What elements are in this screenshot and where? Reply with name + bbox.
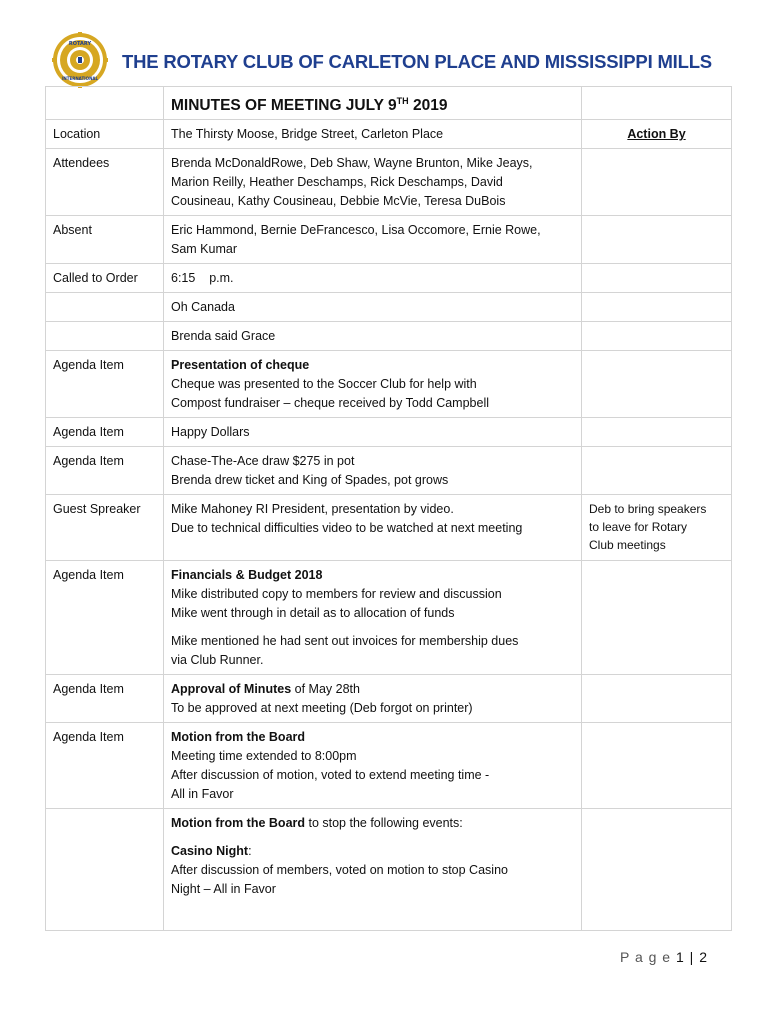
rotary-logo bbox=[52, 32, 108, 88]
happy-dollars-row bbox=[46, 418, 732, 447]
action-by-header: Action By bbox=[582, 120, 732, 149]
motion-stop-value: Motion from the Board to stop the following events: Casino Night: After discussion of members, voted on motion to stop Casino Night – All in Favor bbox=[164, 809, 582, 931]
absent-label: Absent bbox=[46, 216, 164, 264]
chase-value: Chase-The-Ace draw $275 in pot Brenda drew ticket and King of Spades, pot grows bbox=[164, 447, 582, 495]
absent-value: Eric Hammond, Bernie DeFrancesco, Lisa Occomore, Ernie Rowe, Sam Kumar bbox=[164, 216, 582, 264]
minutes-table bbox=[45, 86, 732, 931]
logo-top-text: ROTARY bbox=[68, 41, 92, 47]
heading-row bbox=[46, 87, 732, 120]
motion-row bbox=[46, 723, 732, 809]
oh-canada-row bbox=[46, 293, 732, 322]
oh-canada-value: Oh Canada bbox=[164, 293, 582, 322]
agenda-item-label: Agenda Item bbox=[46, 447, 164, 495]
location-label: Location bbox=[46, 120, 164, 149]
agenda-item-label: Agenda Item bbox=[46, 351, 164, 418]
called-label: Called to Order bbox=[46, 264, 164, 293]
motion-value: Motion from the Board Meeting time extended to 8:00pm After discussion of motion, voted to extend meeting time - All in Favor bbox=[164, 723, 582, 809]
attendees-row bbox=[46, 149, 732, 216]
cheque-value: Presentation of cheque Cheque was presented to the Soccer Club for help with Compost fundraiser – cheque received by Todd Campbell bbox=[164, 351, 582, 418]
financials-value: Financials & Budget 2018 Mike distributed copy to members for review and discussion Mike went through in detail as to allocation of funds Mike mentioned he had sent out invoices for membership dues via Club Runner. bbox=[164, 561, 582, 675]
grace-value: Brenda said Grace bbox=[164, 322, 582, 351]
called-value: 6:15 p.m. bbox=[164, 264, 582, 293]
location-row bbox=[46, 120, 732, 149]
agenda-item-label: Agenda Item bbox=[46, 561, 164, 675]
cheque-row bbox=[46, 351, 732, 418]
meeting-heading: MINUTES OF MEETING JULY 9TH 2019 bbox=[164, 87, 582, 120]
guest-label: Guest Spreaker bbox=[46, 495, 164, 561]
location-value: The Thirsty Moose, Bridge Street, Carleton Place bbox=[164, 120, 582, 149]
approval-row bbox=[46, 675, 732, 723]
org-title: THE ROTARY CLUB OF CARLETON PLACE AND MISSISSIPPI MILLS bbox=[122, 51, 712, 72]
chase-row bbox=[46, 447, 732, 495]
attendees-label: Attendees bbox=[46, 149, 164, 216]
logo-bottom-text: INTERNATIONAL bbox=[61, 76, 99, 81]
agenda-item-label: Agenda Item bbox=[46, 418, 164, 447]
approval-value: Approval of Minutes of May 28th To be approved at next meeting (Deb forgot on printer) bbox=[164, 675, 582, 723]
called-to-order-row bbox=[46, 264, 732, 293]
guest-speaker-row bbox=[46, 495, 732, 561]
motion-stop-events-row bbox=[46, 809, 732, 931]
financials-row bbox=[46, 561, 732, 675]
agenda-item-label: Agenda Item bbox=[46, 723, 164, 809]
guest-action: Deb to bring speakers to leave for Rotary Club meetings bbox=[582, 495, 732, 561]
page-footer: P a g e 1 | 2 bbox=[619, 949, 708, 965]
happy-value: Happy Dollars bbox=[164, 418, 582, 447]
absent-row bbox=[46, 216, 732, 264]
agenda-item-label: Agenda Item bbox=[46, 675, 164, 723]
attendees-value: Brenda McDonaldRowe, Deb Shaw, Wayne Brunton, Mike Jeays, Marion Reilly, Heather Deschamps, Rick Deschamps, David Cousineau, Kathy Cousineau, Debbie McVie, Teresa DuBois bbox=[164, 149, 582, 216]
guest-value: Mike Mahoney RI President, presentation by video. Due to technical difficulties video to be watched at next meeting bbox=[164, 495, 582, 561]
grace-row bbox=[46, 322, 732, 351]
